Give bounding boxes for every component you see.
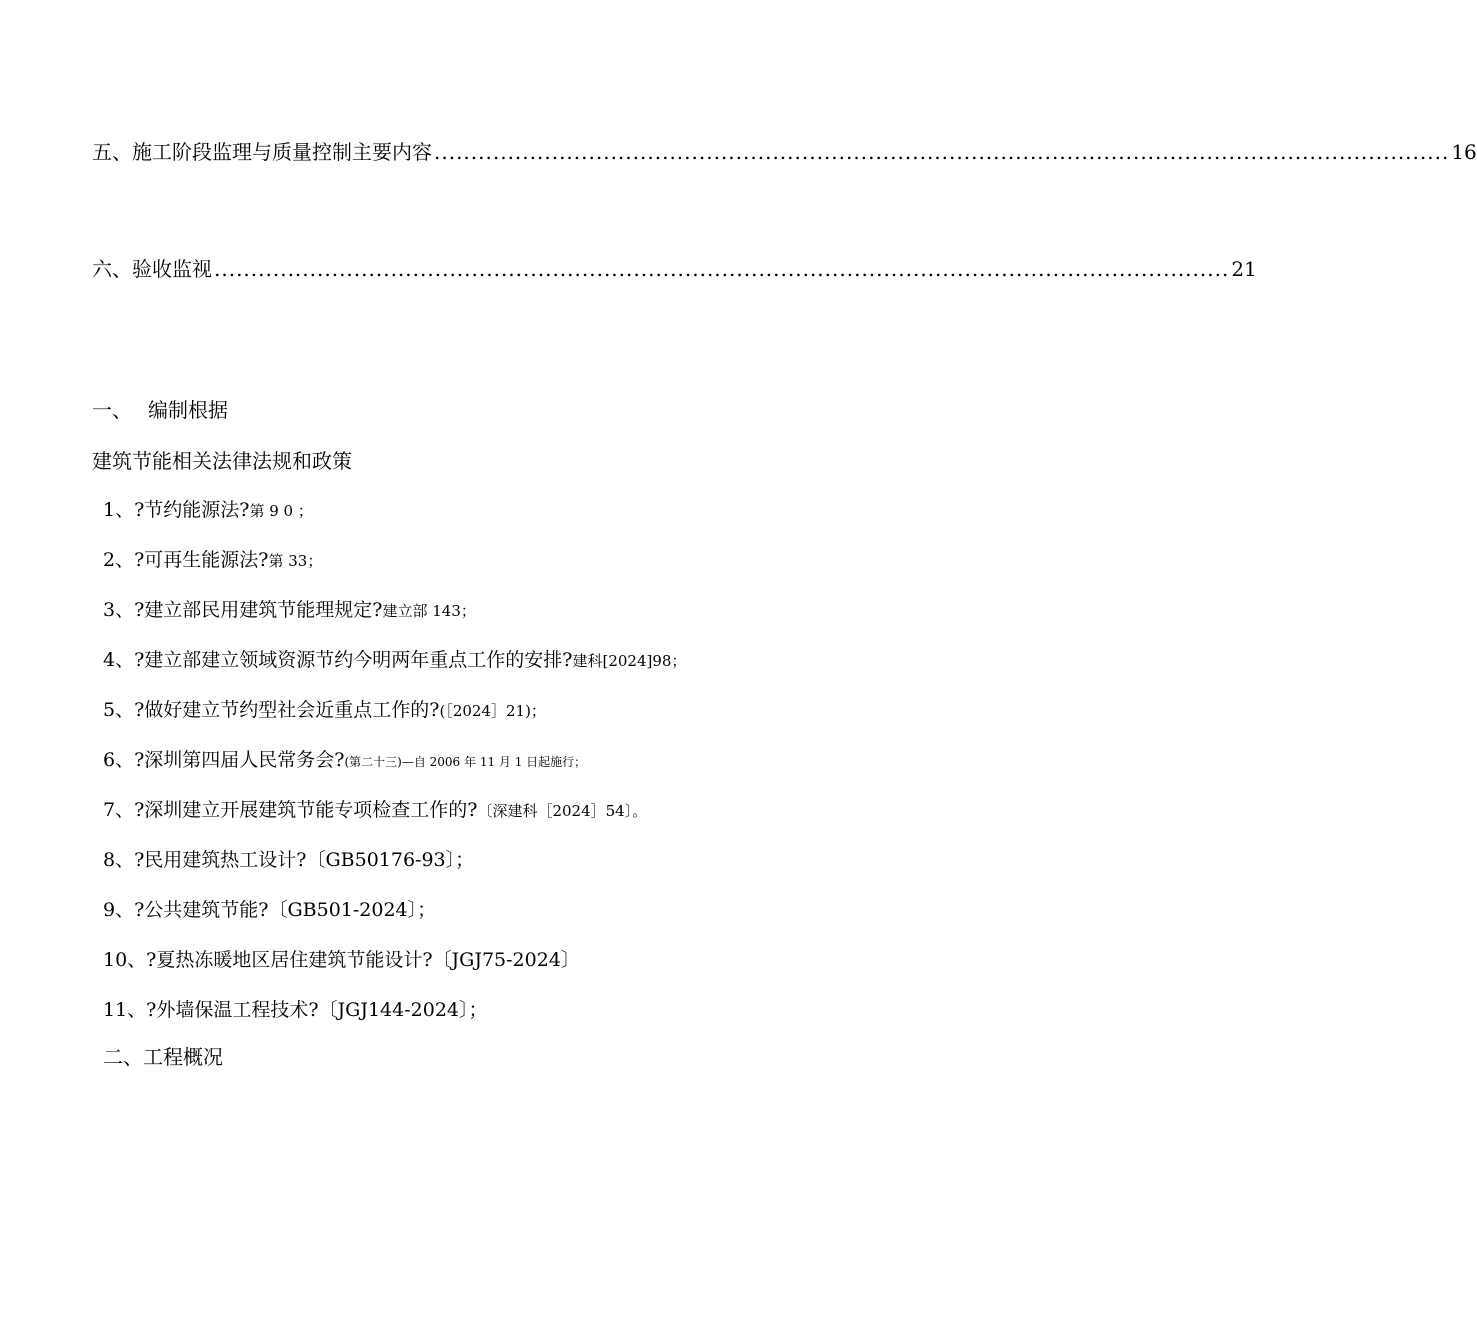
list-item: 9、?公共建筑节能?〔GB501-2024〕； <box>103 899 437 921</box>
list-item: 1、?节约能源法?第 9 0 ； <box>103 499 313 521</box>
list-item: 7、?深圳建立开展建筑节能专项检查工作的?〔深建科［2024］54〕。 <box>103 799 648 821</box>
toc-title: 五、施工阶段监理与质量控制主要内容 <box>92 140 432 164</box>
list-item: 2、?可再生能源法?第 33； <box>103 549 323 571</box>
toc-leader-dots: .......................................................................................................................................... <box>434 140 1450 164</box>
list-item: 10、?夏热冻暖地区居住建筑节能设计?〔JGJ75-2024〕 <box>103 949 580 971</box>
list-item: 3、?建立部民用建筑节能理规定?建立部 143； <box>103 599 476 621</box>
list-item: 6、?深圳第四届人民常务会?(第二十三)—自 2006 年 11 月 1 日起施行； <box>103 749 587 771</box>
toc-entry-5[interactable] <box>92 139 1477 165</box>
subheading: 建筑节能相关法律法规和政策 <box>92 449 352 473</box>
list-item: 5、?做好建立节约型社会近重点工作的?(［2024］21)； <box>103 699 546 721</box>
toc-title: 六、验收监视 <box>92 257 212 281</box>
toc-leader-dots: .......................................................................................................................................... <box>214 257 1230 281</box>
section-number: 一、 <box>92 398 132 422</box>
toc-page-number: 16 <box>1451 140 1477 164</box>
list-item: 4、?建立部建立领域资源节约今明两年重点工作的安排?建科[2024]98； <box>103 649 687 671</box>
toc-entry-6[interactable] <box>92 256 1257 282</box>
section-heading-2: 二、工程概况 <box>103 1045 223 1069</box>
list-item: 11、?外墙保温工程技术?〔JGJ144-2024〕； <box>103 999 488 1021</box>
list-item: 8、?民用建筑热工设计?〔GB50176-93〕； <box>103 849 475 871</box>
section-heading-1 <box>92 397 228 423</box>
toc-page-number: 21 <box>1231 257 1257 281</box>
section-title: 编制根据 <box>148 398 228 422</box>
